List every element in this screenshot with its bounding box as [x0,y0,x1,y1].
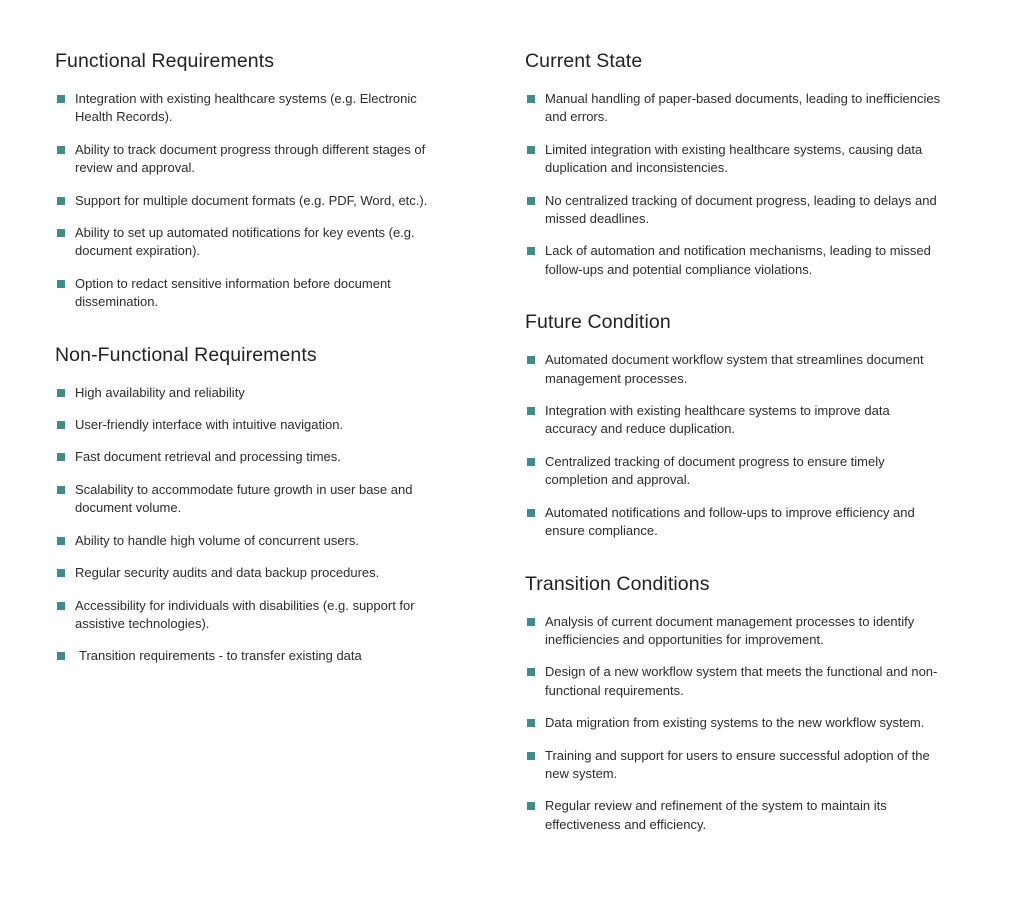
square-bullet-icon [527,618,535,626]
right-column [525,48,945,834]
section-current-state [525,48,945,279]
list-item [525,351,945,388]
square-bullet-icon [57,229,65,237]
square-bullet-icon [527,458,535,466]
list-item-text: Manual handling of paper-based documents, leading to inefficiencies and errors. [545,91,941,125]
bullet-list [55,90,455,312]
square-bullet-icon [527,668,535,676]
list-item-text: Integration with existing healthcare systems (e.g. Electronic Health Records). [75,91,417,125]
list-item [55,448,455,466]
list-item [55,275,455,312]
list-item-text: Design of a new workflow system that meets the functional and non-functional requirements. [545,664,938,698]
list-item [525,504,945,541]
section-heading: Future Condition [525,311,671,334]
section-heading: Non-Functional Requirements [55,343,317,366]
square-bullet-icon [57,602,65,610]
list-item [55,90,455,127]
list-item [525,663,945,700]
square-bullet-icon [57,652,65,660]
square-bullet-icon [57,453,65,461]
list-item [525,714,945,732]
list-item-text: Lack of automation and notification mechanisms, leading to missed follow-ups and potential compliance violations. [545,243,931,277]
list-item-text: Integration with existing healthcare systems to improve data accuracy and reduce duplication. [545,403,890,437]
list-item [55,224,455,261]
section-heading: Functional Requirements [55,50,275,72]
list-item [525,402,945,439]
list-item-text: Transition requirements - to transfer existing data [79,648,362,664]
section-functional-requirements [55,48,455,312]
left-column [55,48,455,666]
square-bullet-icon [527,752,535,760]
list-item [55,564,455,582]
square-bullet-icon [527,146,535,154]
section-non-functional-requirements [55,342,455,666]
square-bullet-icon [527,719,535,727]
list-item-text: Accessibility for individuals with disabilities (e.g. support for assistive technologies). [75,597,415,631]
list-item [525,242,945,279]
square-bullet-icon [57,421,65,429]
bullet-list [525,613,945,835]
square-bullet-icon [57,95,65,103]
list-item-text: Ability to handle high volume of concurrent users. [75,532,359,548]
list-item-text: Ability to set up automated notifications for key events (e.g. document expiration). [75,225,415,259]
square-bullet-icon [527,802,535,810]
section-heading: Transition Conditions [525,572,710,595]
list-item [55,532,455,550]
list-item-text: Data migration from existing systems to the new workflow system. [545,715,925,731]
square-bullet-icon [57,537,65,545]
section-future-condition [525,309,945,540]
list-item [525,747,945,784]
bullet-list [55,384,455,666]
square-bullet-icon [57,486,65,494]
bullet-list [525,90,945,279]
section-heading: Current State [525,50,643,72]
list-item-text: Regular review and refinement of the system to maintain its effectiveness and efficiency. [545,798,887,832]
list-item [55,192,455,210]
list-item [55,141,455,178]
list-item [55,416,455,434]
square-bullet-icon [57,389,65,397]
list-item-text: Support for multiple document formats (e.g. PDF, Word, etc.). [75,192,428,208]
list-item [55,647,455,665]
list-item [525,90,945,127]
list-item-text: Regular security audits and data backup procedures. [75,565,380,581]
square-bullet-icon [527,95,535,103]
list-item-text: High availability and reliability [75,384,245,400]
list-item-text: Automated document workflow system that streamlines document management processes. [545,352,924,386]
section-transition-conditions [525,571,945,835]
square-bullet-icon [57,569,65,577]
square-bullet-icon [527,407,535,415]
list-item-text: No centralized tracking of document progress, leading to delays and missed deadlines. [545,192,937,227]
list-item [55,481,455,518]
list-item-text: Fast document retrieval and processing times. [75,449,341,465]
bullet-list [525,351,945,540]
square-bullet-icon [527,356,535,364]
list-item-text: Centralized tracking of document progress to ensure timely completion and approval. [545,453,885,488]
list-item-text: Ability to track document progress through different stages of review and approval. [75,141,426,176]
square-bullet-icon [57,197,65,205]
list-item-text: Training and support for users to ensure successful adoption of the new system. [545,747,930,781]
square-bullet-icon [527,247,535,255]
list-item [55,384,455,402]
list-item-text: Scalability to accommodate future growth in user base and document volume. [75,481,413,516]
list-item [525,141,945,178]
list-item-text: Option to redact sensitive information before document dissemination. [75,275,391,310]
list-item [525,613,945,650]
square-bullet-icon [527,509,535,517]
list-item-text: Analysis of current document management processes to identify inefficiencies and opportunities for improvement. [545,613,915,647]
list-item [55,597,455,634]
list-item-text: User-friendly interface with intuitive navigation. [75,417,344,433]
list-item [525,192,945,229]
square-bullet-icon [57,146,65,154]
list-item-text: Limited integration with existing healthcare systems, causing data duplication and inconsistencies. [545,141,923,176]
square-bullet-icon [527,197,535,205]
list-item-text: Automated notifications and follow-ups to improve efficiency and ensure compliance. [545,504,915,539]
list-item [525,797,945,834]
square-bullet-icon [57,280,65,288]
list-item [525,453,945,490]
